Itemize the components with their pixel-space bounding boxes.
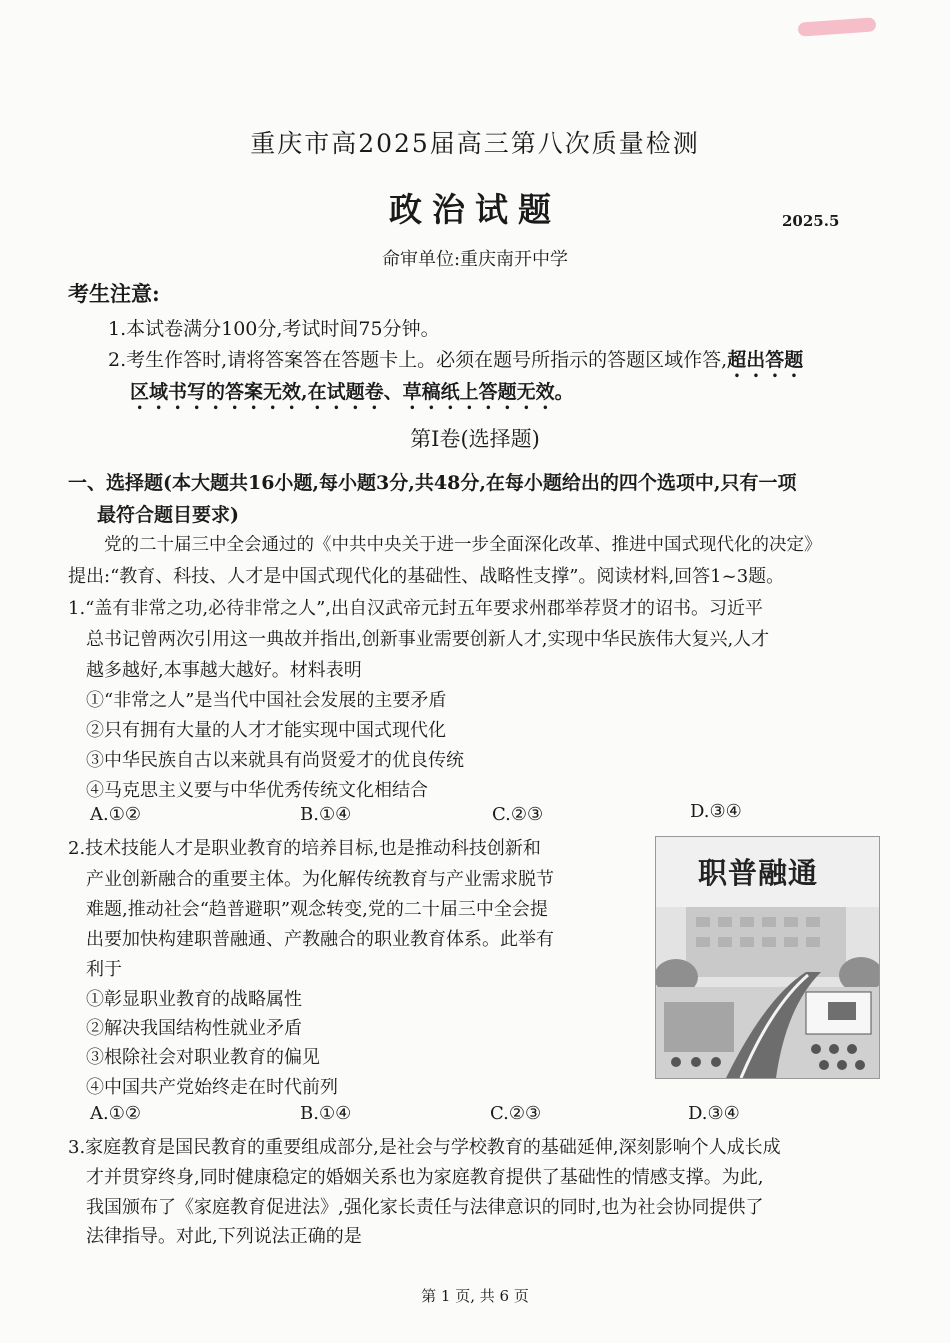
pink-highlight-mark (798, 17, 877, 36)
q3-stem-line3: 我国颁布了《家庭教育促进法》,强化家长责任与法律意识的同时,也为社会协同提供了 (86, 1197, 764, 1218)
part-heading: 第Ⅰ卷(选择题) (410, 427, 540, 451)
q1-stem-line3: 越多越好,本事越大越好。材料表明 (86, 660, 362, 681)
q1-option-b: B.①④ (300, 804, 352, 825)
q2-stem-line5: 利于 (86, 959, 122, 980)
illustration-title: 职普融通 (698, 856, 819, 890)
q2-statement-2: ②解决我国结构性就业矛盾 (86, 1018, 302, 1039)
section-heading-line2: 最符合题目要求) (97, 504, 239, 526)
q1-statement-4: ④马克思主义要与中华优秀传统文化相结合 (86, 780, 428, 801)
section-heading-line1: 一、选择题(本大题共16小题,每小题3分,共48分,在每小题给出的四个选项中,只有一项 (68, 472, 797, 494)
intro-line1: 党的二十届三中全会通过的《中共中央关于进一步全面深化改革、推进中国式现代化的决定》 (104, 535, 822, 555)
q2-option-d: D.③④ (688, 1103, 740, 1124)
q2-stem-line3: 难题,推动社会“趋普避职”观念转变,党的二十届三中全会提 (86, 899, 548, 920)
q2-stem-line1: 2.技术技能人才是职业教育的培养目标,也是推动科技创新和 (68, 838, 541, 859)
q3-stem-line1: 3.家庭教育是国民教育的重要组成部分,是社会与学校教育的基础延伸,深刻影响个人成长成 (68, 1137, 781, 1158)
notice-item-1: 1.本试卷满分100分,考试时间75分钟。 (108, 318, 440, 340)
q2-option-b: B.①④ (300, 1103, 352, 1124)
notice-item-2-plain: 2.考生作答时,请将答案答在答题卡上。必须在题号所指示的答题区域作答, (108, 349, 728, 371)
q1-stem-line1: 1.“盖有非常之功,必待非常之人”,出自汉武帝元封五年要求州郡举荐贤才的诏书。习近平 (68, 598, 764, 619)
notice-heading: 考生注意: (68, 281, 160, 306)
notice-item-2-emphasis-a: 超出答题 (727, 349, 804, 371)
q1-statement-2: ②只有拥有大量的人才才能实现中国式现代化 (86, 720, 446, 741)
exam-title: 重庆市高2025届高三第八次质量检测 (250, 129, 700, 158)
vocational-education-illustration (655, 836, 880, 1079)
notice-item-2-emphasis-b: 区域书写的答案无效,在试题卷、草稿纸上答题无效 (130, 381, 555, 403)
intro-line2: 提出:“教育、科技、人才是中国式现代化的基础性、战略性支撑”。阅读材料,回答1~3题。 (68, 566, 785, 587)
page-number: 第 1 页, 共 6 页 (421, 1287, 529, 1305)
subject-title: 政治试题 (389, 190, 561, 229)
setter-unit: 命审单位:重庆南开中学 (381, 249, 569, 270)
q3-stem-line4: 法律指导。对此,下列说法正确的是 (86, 1226, 362, 1247)
exam-date: 2025.5 (782, 212, 840, 230)
q2-statement-3: ③根除社会对职业教育的偏见 (86, 1047, 320, 1068)
q2-statement-1: ①彰显职业教育的战略属性 (86, 989, 302, 1010)
q1-option-d: D.③④ (690, 801, 742, 822)
q1-option-c: C.②③ (492, 804, 544, 825)
q1-statement-3: ③中华民族自古以来就具有尚贤爱才的优良传统 (86, 750, 464, 771)
q1-statement-1: ①“非常之人”是当代中国社会发展的主要矛盾 (86, 690, 447, 711)
q2-statement-4: ④中国共产党始终走在时代前列 (86, 1077, 338, 1098)
q2-option-c: C.②③ (490, 1103, 542, 1124)
q2-stem-line2: 产业创新融合的重要主体。为化解传统教育与产业需求脱节 (86, 869, 554, 890)
q3-stem-line2: 才并贯穿终身,同时健康稳定的婚姻关系也为家庭教育提供了基础性的情感支撑。为此, (86, 1167, 764, 1188)
q2-stem-line4: 出要加快构建职普融通、产教融合的职业教育体系。此举有 (86, 929, 554, 950)
q1-option-a: A.①② (90, 804, 141, 825)
q2-option-a: A.①② (90, 1103, 141, 1124)
notice-item-2-line2 (130, 377, 574, 414)
notice-item-2-end: 。 (554, 381, 574, 403)
q1-stem-line2: 总书记曾两次引用这一典故并指出,创新事业需要创新人才,实现中华民族伟大复兴,人才 (86, 629, 770, 650)
